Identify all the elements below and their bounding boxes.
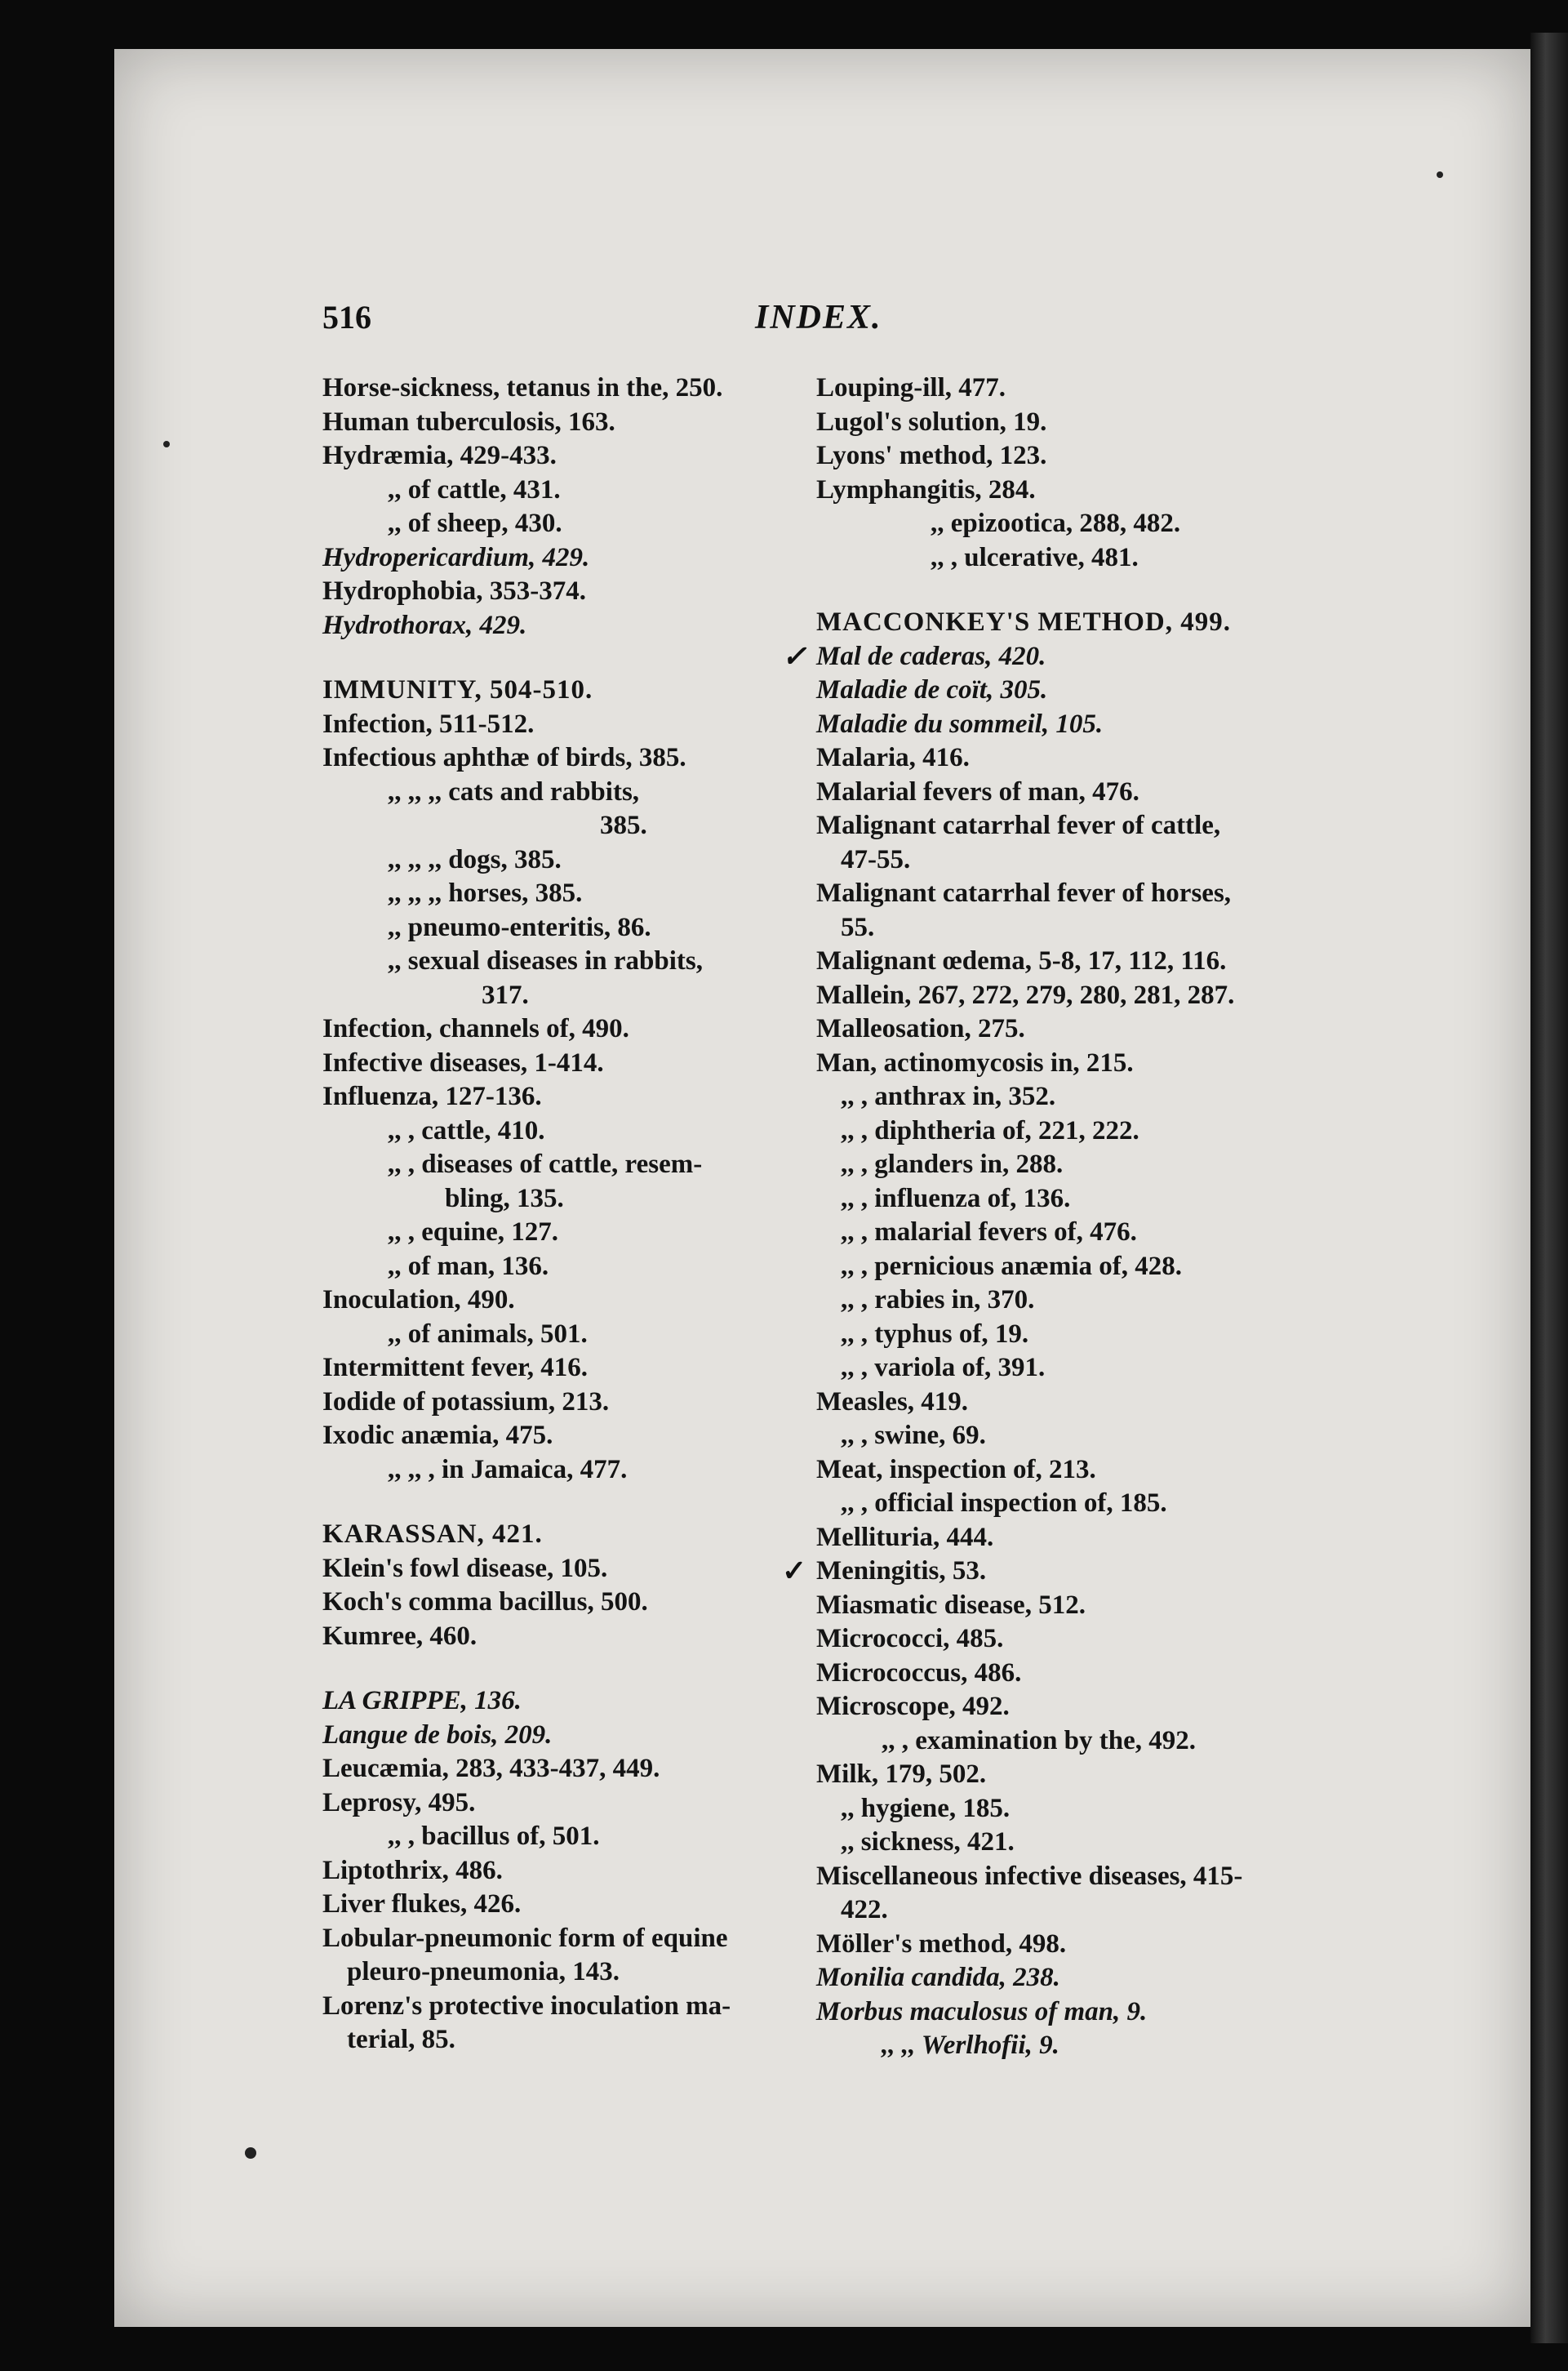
index-entry: Malignant œdema, 5-8, 17, 112, 116. [816,946,1227,976]
index-column-left [322,371,784,2057]
check-mark-icon: ✓ [782,639,807,673]
page-number: 516 [322,299,371,336]
page-edge [1530,33,1568,2343]
index-entry: Klein's fowl disease, 105. [322,1553,608,1583]
index-entry: Malignant catarrhal fever of horses, [816,879,1232,908]
index-continuation: pleuro-pneumonia, 143. [347,1957,620,1986]
index-entry: Influenza, 127-136. [322,1082,542,1111]
index-entry: Milk, 179, 502. [816,1759,987,1789]
index-entry: Hydrothorax, 429. [322,610,527,640]
index-entry: Infection, 511-512. [322,709,535,739]
index-entry: Miasmatic disease, 512. [816,1590,1086,1620]
index-entry: Langue de bois, 209. [322,1719,553,1750]
index-entry-text: Mal de caderas, 420. [816,641,1046,671]
index-entry: Micrococcus, 486. [816,1657,1022,1688]
index-entry: Meat, inspection of, 213. [816,1454,1096,1484]
scan-speck [163,441,170,447]
index-entry: Inoculation, 490. [322,1285,515,1315]
index-entry: Microscope, 492. [816,1692,1010,1721]
index-subentry: ,, , malarial fevers of, 476. [841,1217,1137,1247]
index-continuation: 422. [841,1895,888,1924]
index-entry: Morbus maculosus of man, 9. [816,1996,1148,2026]
index-entry: Liptothrix, 486. [322,1855,503,1885]
index-entry: Maladie de coït, 305. [816,675,1048,705]
index-entry: Monilia candida, 238. [816,1963,1060,1992]
index-entry: Leprosy, 495. [322,1787,476,1817]
index-subentry: ,, , variola of, 391. [841,1353,1046,1382]
index-subentry: ,, , influenza of, 136. [841,1183,1071,1213]
index-subentry: ,, of cattle, 431. [388,474,561,505]
index-subentry: ,, , cattle, 410. [388,1115,545,1145]
index-entry: Lugol's solution, 19. [816,407,1047,437]
index-entry [782,639,1290,674]
index-entry: Ixodic anæmia, 475. [322,1421,553,1450]
index-entry: Iodide of potassium, 213. [322,1386,610,1417]
index-subentry: ,, ,, ,, cats and rabbits, [388,776,640,807]
index-entry: Lobular-pneumonic form of equine [322,1923,728,1953]
index-subentry: ,, , equine, 127. [388,1217,559,1247]
index-subentry: ,, , typhus of, 19. [841,1319,1029,1349]
index-entry: Kumree, 460. [322,1621,478,1651]
index-entry: Möller's method, 498. [816,1928,1067,1959]
index-entry-text: Meningitis, 53. [816,1556,987,1586]
index-entry: Infective diseases, 1-414. [322,1048,604,1078]
index-entry: KARASSAN, 421. [322,1519,543,1549]
index-continuation: terial, 85. [347,2025,455,2054]
index-continuation: 317. [482,980,529,1010]
index-subentry: ,, , ulcerative, 481. [931,542,1139,572]
index-entry: Koch's comma bacillus, 500. [322,1587,648,1617]
index-subentry: ,, , diseases of cattle, resem- [388,1150,703,1179]
index-subentry: ,, pneumo-enteritis, 86. [388,912,651,942]
index-subentry: ,, of sheep, 430. [388,509,562,538]
index-subentry: ,, sickness, 421. [841,1827,1015,1857]
index-entry: Malaria, 416. [816,743,970,772]
index-subentry: ,, , pernicious anæmia of, 428. [841,1251,1183,1281]
index-entry: Hydrophobia, 353-374. [322,576,587,606]
index-continuation: 55. [841,912,875,942]
index-subentry: ,, , official inspection of, 185. [841,1488,1167,1518]
index-subentry: ,, ,, Werlhofii, 9. [882,2031,1059,2060]
index-entry: Hydræmia, 429-433. [322,441,557,470]
index-subentry: ,, sexual diseases in rabbits, [388,946,703,976]
index-continuation: bling, 135. [445,1183,564,1213]
index-subentry: ,, , rabies in, 370. [841,1285,1035,1315]
index-continuation: 385. [600,811,647,840]
index-subentry: ,, ,, , in Jamaica, 477. [388,1454,628,1484]
index-entry: Intermittent fever, 416. [322,1353,589,1382]
running-head: INDEX. [755,299,882,336]
index-continuation: 47-55. [841,844,911,874]
index-entry: Hydropericardium, 429. [322,542,590,572]
index-entry: Infectious aphthæ of birds, 385. [322,743,686,772]
index-entry: MACCONKEY'S METHOD, 499. [816,607,1232,637]
index-subentry: ,, of animals, 501. [388,1319,588,1349]
index-subentry: ,, hygiene, 185. [841,1793,1011,1823]
index-entry: Micrococci, 485. [816,1624,1004,1653]
index-entry: IMMUNITY, 504-510. [322,675,593,705]
index-subentry: ,, , anthrax in, 352. [841,1082,1056,1111]
index-subentry: ,, , examination by the, 492. [882,1725,1197,1755]
index-entry: Malignant catarrhal fever of cattle, [816,811,1221,840]
index-subentry: ,, , diphtheria of, 221, 222. [841,1115,1139,1145]
index-entry: Lyons' method, 123. [816,441,1047,470]
index-subentry: ,, ,, ,, dogs, 385. [388,844,562,874]
index-entry: Human tuberculosis, 163. [322,407,615,437]
index-entry: Lorenz's protective inoculation ma- [322,1991,731,2021]
index-entry: Louping-ill, 477. [816,373,1006,403]
scan-speck [245,2147,256,2159]
page-header [322,298,1335,347]
check-mark-icon: ✓ [782,1555,807,1587]
index-entry: Measles, 419. [816,1386,969,1417]
index-subentry: ,, of man, 136. [388,1251,549,1281]
index-entry [782,1555,1290,1589]
index-entry: Infection, channels of, 490. [322,1014,629,1043]
index-entry: Malleosation, 275. [816,1014,1025,1043]
index-entry: Man, actinomycosis in, 215. [816,1048,1134,1078]
index-column-right [782,371,1290,2063]
index-subentry: ,, ,, ,, horses, 385. [388,879,583,908]
index-entry: Mellituria, 444. [816,1522,994,1552]
index-entry: Maladie du sommeil, 105. [816,709,1104,739]
index-subentry: ,, epizootica, 288, 482. [931,509,1181,538]
scan-speck [1437,171,1443,178]
index-entry: Miscellaneous infective diseases, 415- [816,1861,1243,1891]
index-entry: Leucæmia, 283, 433-437, 449. [322,1754,660,1783]
index-subentry: ,, , swine, 69. [841,1421,986,1450]
index-entry: Malarial fevers of man, 476. [816,776,1139,807]
index-entry: Mallein, 267, 272, 279, 280, 281, 287. [816,980,1235,1010]
index-entry: Horse-sickness, tetanus in the, 250. [322,373,723,403]
index-subentry: ,, , glanders in, 288. [841,1150,1064,1179]
index-entry: Lymphangitis, 284. [816,474,1036,505]
index-entry: Liver flukes, 426. [322,1889,522,1919]
index-subentry: ,, , bacillus of, 501. [388,1822,600,1851]
index-entry: LA GRIPPE, 136. [322,1686,522,1715]
